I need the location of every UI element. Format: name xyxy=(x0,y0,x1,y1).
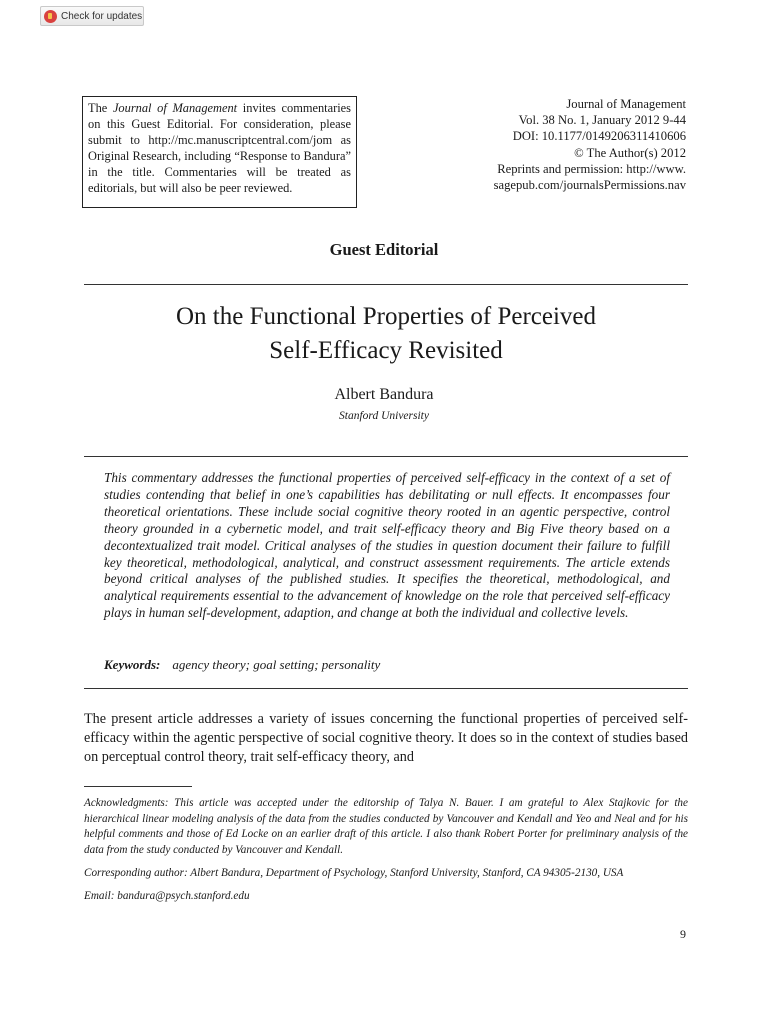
check-for-updates-icon xyxy=(44,10,57,23)
article-title xyxy=(84,300,688,368)
email-note[interactable]: Email: bandura@psych.stanford.edu xyxy=(84,890,250,902)
title-line-2: Self-Efficacy Revisited xyxy=(269,337,503,364)
page-number: 9 xyxy=(680,927,686,941)
notebox-text-before: The xyxy=(88,101,113,115)
section-label: Guest Editorial xyxy=(329,240,439,259)
notebox-text-after: invites commentaries on this Guest Editorial. For consideration, please submit to http://mc.manuscriptcentral.com/jom as Original Research, including “Response to Bandura” in the title. Commentaries will be treated as editorials, but will also be peer reviewed. xyxy=(88,101,351,195)
keywords-list: agency theory; goal setting; personality xyxy=(172,657,381,672)
footnote-rule xyxy=(84,786,192,787)
corresponding-author-note: Corresponding author: Albert Bandura, Department of Psychology, Stanford University, Stanford, CA 94305-2130, USA xyxy=(84,867,624,879)
notebox-journal-name: Journal of Management xyxy=(112,101,238,115)
title-line-1: On the Functional Properties of Perceived xyxy=(175,303,597,330)
check-for-updates-button[interactable] xyxy=(40,6,144,26)
divider-abstract-bottom xyxy=(84,688,688,689)
divider-abstract-top xyxy=(84,456,688,457)
author-affiliation: Stanford University xyxy=(339,410,429,422)
journal-doi: DOI: 10.1177/0149206311410606 xyxy=(512,129,686,144)
commentary-invitation-box xyxy=(82,96,357,208)
author-name: Albert Bandura xyxy=(334,386,434,403)
keywords xyxy=(104,657,380,673)
divider-top xyxy=(84,284,688,285)
body-paragraph: The present article addresses a variety of issues concerning the functional properties of perceived self-efficacy within the agentic perspective of social cognitive theory. It does so in the context of studies based on perceptual control theory, trait self-efficacy theory, and xyxy=(84,711,688,765)
journal-info xyxy=(366,96,686,193)
abstract: This commentary addresses the functional properties of perceived self-efficacy in the context of a set of studies contending that belief in one’s capabilities has debilitating or null effects. It encompasses four theoretical orientations. These include social cognitive theory rooted in an agentic perspective, control theory grounded in a cybernetic model, and trait self-efficacy theory and Big Five theory based on a decontextualized trait model. Critical analyses of the studies in question document their failure to fulfill key theoretical, methodological, analytical, and construct assessment requirements. The article extends beyond critical analyses of the published studies. It specifies the theoretical, methodological, and analytical requirements essential to the advancement of knowledge on the role that perceived self-efficacy plays in human self-development, adaption, and change at both the individual and collective levels. xyxy=(104,470,670,621)
journal-volume: Vol. 38 No. 1, January 2012 9-44 xyxy=(518,113,686,128)
keywords-label: Keywords: xyxy=(104,657,161,672)
acknowledgments-note: Acknowledgments: This article was accepted under the editorship of Talya N. Bauer. I am grateful to Alex Stajkovic for the hierarchical linear modeling analysis of the data from the studies conducted by Vancouver and Kendall and Yeo and Neal and for his helpful comments and those of Ed Locke on an earlier draft of this article. I also thank Robert Porter for preliminary analysis of the data from the study conducted by Vancouver and Kendall. xyxy=(84,797,688,856)
journal-name: Journal of Management xyxy=(566,97,686,111)
check-for-updates-label: Check for updates xyxy=(61,10,143,22)
journal-reprints-url[interactable]: sagepub.com/journalsPermissions.nav xyxy=(493,178,686,193)
journal-copyright: © The Author(s) 2012 xyxy=(574,145,686,160)
journal-reprints: Reprints and permission: http://www. xyxy=(497,161,686,176)
